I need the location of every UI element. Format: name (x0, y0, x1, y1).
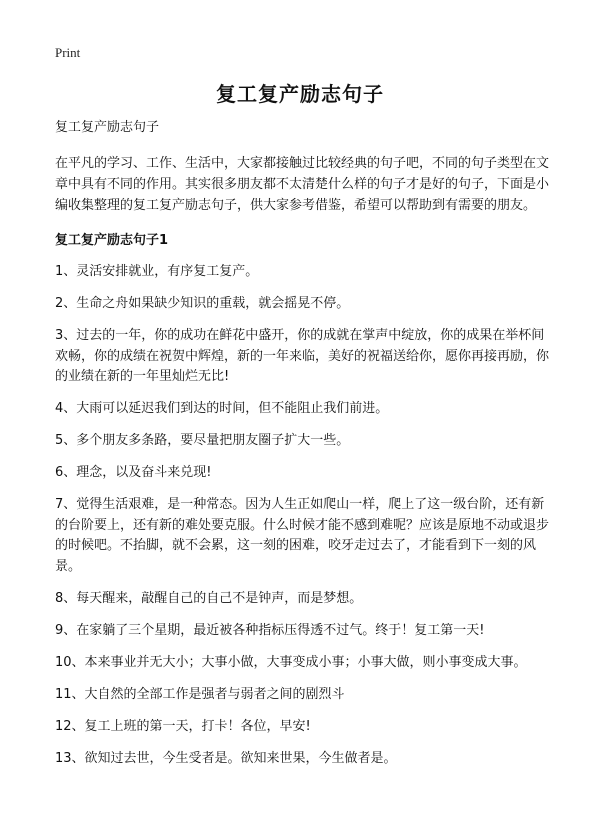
list-item: 5、多个朋友多条路，要尽量把朋友圈子扩大一些。 (55, 433, 350, 448)
article-body (55, 117, 555, 781)
article-subtitle: 复工复产励志句子 (55, 120, 160, 135)
list-item: 13、欲知过去世，今生受者是。欲知来世果，今生做者是。 (55, 750, 397, 766)
intro-paragraph: 在平凡的学习、工作、生活中，大家都接触过比较经典的句子吧，不同的句子类型在文章中具有不同的作用。其实很多朋友都不太清楚什么样的句子才是好的句子，下面是小编收集整理的复工复产励志句子，供大家参考借鉴，希望可以帮助到有需要的朋友。 (55, 156, 550, 213)
list-item: 6、理念，以及奋斗来兑现! (55, 465, 212, 480)
list-item: 9、在家躺了三个星期，最近被各种指标压得透不过气。终于！复工第一天! (55, 622, 485, 638)
page-title: 复工复产励志句子 (216, 82, 384, 106)
list-item: 3、过去的一年，你的成功在鲜花中盛开，你的成就在掌声中绽放，你的成果在举杯间欢畅，你的成绩在祝贺中辉煌，新的一年来临，美好的祝福送给你，愿你再接再励，你的业绩在新的一年里灿烂无比! (55, 328, 550, 384)
list-item: 4、大雨可以延迟我们到达的时间，但不能阻止我们前进。 (55, 401, 389, 416)
list-item: 10、本来事业并无大小；大事小做，大事变成小事；小事大做，则小事变成大事。 (55, 654, 527, 670)
list-item: 11、大自然的全部工作是强者与弱者之间的剧烈斗 (55, 686, 345, 702)
print-link[interactable]: Print (55, 45, 81, 60)
section-heading: 复工复产励志句子1 (55, 233, 169, 248)
list-item: 2、生命之舟如果缺少知识的重载，就会摇晃不停。 (55, 296, 350, 311)
list-item: 8、每天醒来，敲醒自己的自己不是钟声，而是梦想。 (55, 590, 363, 606)
list-item: 1、灵活安排就业，有序复工复产。 (55, 264, 259, 279)
list-item: 12、复工上班的第一天，打卡！各位，早安! (55, 718, 311, 734)
list-item: 7、觉得生活艰难，是一种常态。因为人生正如爬山一样，爬上了这一级台阶，还有新的台阶要上，还有新的难处要克服。什么时候才能不感到难呢？应该是原地不动或退步的时候吧。不抬脚，就不会累，这一刻的困难，咬牙走过去了，才能看到下一刻的风景。 (55, 497, 550, 574)
